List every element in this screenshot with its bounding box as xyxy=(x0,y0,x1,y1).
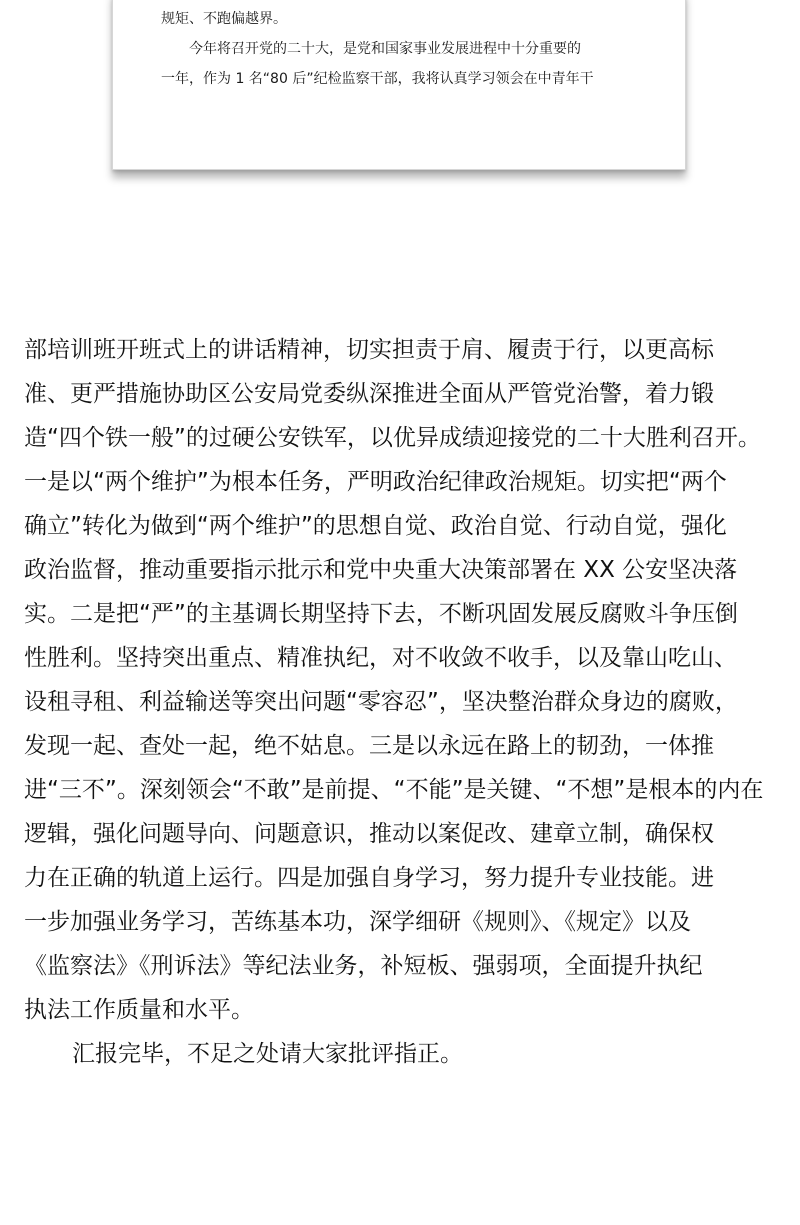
preview-line: 规矩、不跑偏越界。 xyxy=(161,11,287,27)
document-line: 实。二是把“严”的主基调长期坚持下去，不断巩固发展反腐败斗争压倒 xyxy=(24,601,738,627)
document-line: 进“三不”。深刻领会“不敢”是前提、“不能”是关键、“不想”是根本的内在 xyxy=(24,777,764,803)
preview-line: 今年将召开党的二十大，是党和国家事业发展进程中十分重要的 xyxy=(189,41,581,57)
document-line: 《监察法》《刑诉法》等纪法业务，补短板、强弱项，全面提升执纪 xyxy=(24,953,703,979)
document-line: 政治监督，推动重要指示批示和党中央重大决策部署在 XX 公安坚决落 xyxy=(24,557,738,583)
preview-line: 一年，作为 1 名“80 后”纪检监察干部，我将认真学习领会在中青年干 xyxy=(161,71,594,87)
document-line: 确立”转化为做到“两个维护”的思想自觉、政治自觉、行动自觉，强化 xyxy=(24,513,727,539)
document-line: 性胜利。坚持突出重点、精准执纪，对不收敛不收手，以及靠山吃山、 xyxy=(24,645,737,671)
document-line: 逻辑，强化问题导向、问题意识，推动以案促改、建章立制，确保权 xyxy=(24,821,714,847)
document-line: 力在正确的轨道上运行。四是加强自身学习，努力提升专业技能。进 xyxy=(24,865,714,891)
document-line: 部培训班开班式上的讲话精神，切实担责于肩、履责于行，以更高标 xyxy=(24,337,714,363)
preview-page-card xyxy=(112,0,686,170)
document-line: 造“四个铁一般”的过硬公安铁军，以优异成绩迎接党的二十大胜利召开。 xyxy=(24,425,761,451)
document-line: 准、更严措施协助区公安局党委纵深推进全面从严管党治警，着力锻 xyxy=(24,381,714,407)
closing-line: 汇报完毕，不足之处请大家批评指正。 xyxy=(72,1041,463,1067)
document-line: 发现一起、查处一起，绝不姑息。三是以永远在路上的韧劲，一体推 xyxy=(24,733,714,759)
document-line: 一是以“两个维护”为根本任务，严明政治纪律政治规矩。切实把“两个 xyxy=(24,469,727,495)
document-line: 执法工作质量和水平。 xyxy=(24,997,254,1023)
document-line: 设租寻租、利益输送等突出问题“零容忍”，坚决整治群众身边的腐败， xyxy=(24,689,738,715)
document-line: 一步加强业务学习，苦练基本功，深学细研《规则》、《规定》以及 xyxy=(24,909,691,935)
